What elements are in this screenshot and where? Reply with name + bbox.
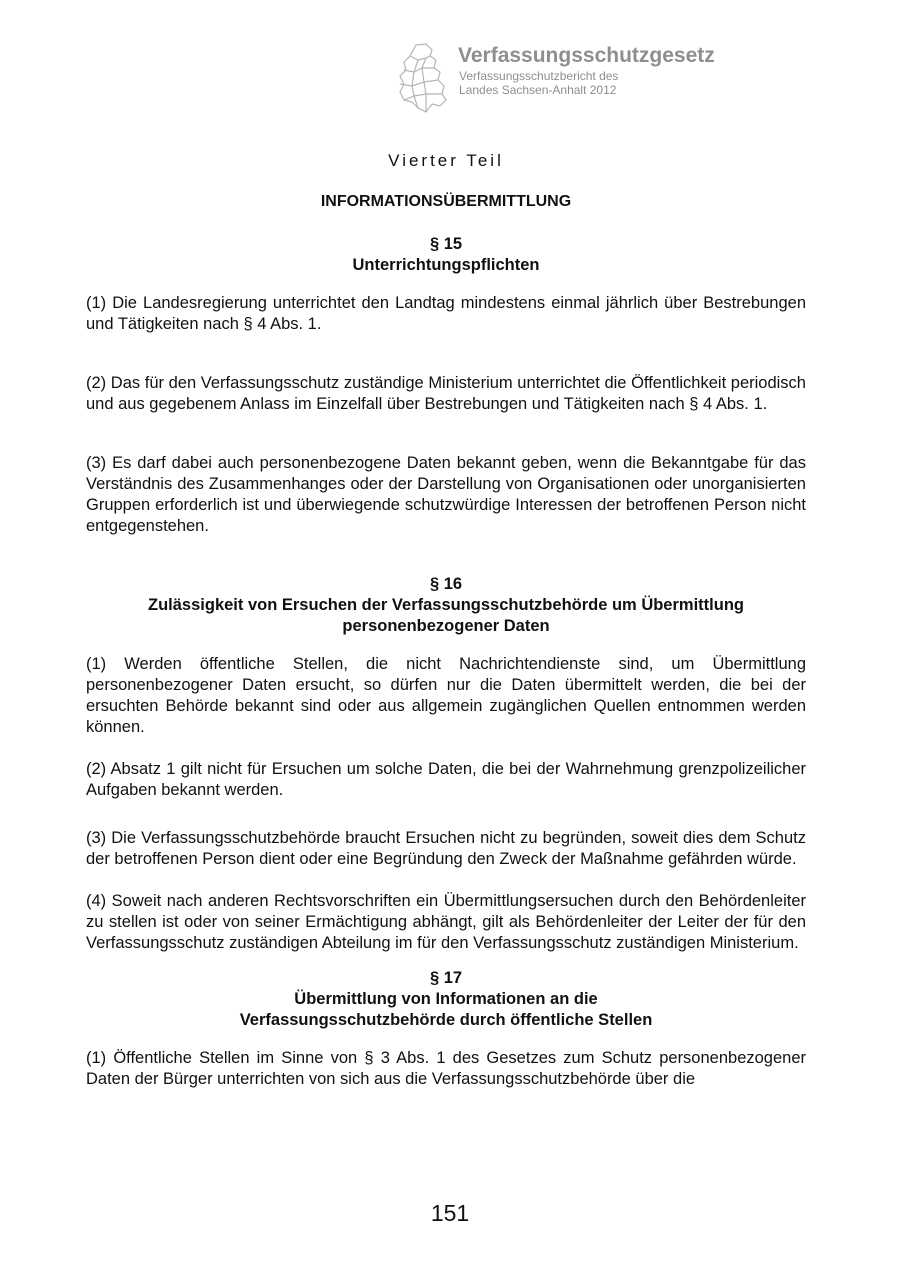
- header-subtitle-line2: Landes Sachsen-Anhalt 2012: [459, 83, 617, 97]
- section-number: § 16: [429, 575, 463, 593]
- paragraph: (2) Das für den Verfassungsschutz zuständige Ministerium unterrichtet die Öffentlichkeit periodisch und aus gegebenem Anlass im Einzelfall über Bestrebungen und Tätigkeiten nach § 4 Abs. 1.: [86, 374, 806, 413]
- part-title: Vierter Teil: [388, 151, 504, 170]
- section-title-line1: Übermittlung von Informationen an die: [294, 990, 598, 1008]
- sachsen-anhalt-map-icon: [396, 42, 454, 114]
- paragraph: (1) Öffentliche Stellen im Sinne von § 3 Abs. 1 des Gesetzes zum Schutz personenbezogener Daten der Bürger unterrichten von sich aus die Verfassungsschutzbehörde über die: [86, 1049, 806, 1088]
- page-header: [396, 42, 856, 116]
- section-16: [86, 574, 806, 954]
- page-number: 151: [430, 1200, 470, 1226]
- section-number: § 15: [429, 235, 463, 253]
- document-body: [86, 150, 806, 1090]
- header-subtitle-line1: Verfassungsschutzbericht des: [459, 69, 619, 83]
- header-title: Verfassungsschutzgesetz: [458, 44, 715, 67]
- section-15: [86, 234, 806, 537]
- section-title: Unterrichtungspflichten: [352, 256, 540, 274]
- paragraph: (2) Absatz 1 gilt nicht für Ersuchen um solche Daten, die bei der Wahrnehmung grenzpolizeilicher Aufgaben bekannt werden.: [86, 760, 806, 799]
- section-number: § 17: [429, 969, 463, 987]
- paragraph: (1) Werden öffentliche Stellen, die nicht Nachrichtendienste sind, um Übermittlung personenbezogener Daten ersucht, so dürfen nur die Daten übermittelt werden, die bei der ersuchten Behörde bekannt sind oder aus allgemein zugänglichen Quellen entnommen werden können.: [86, 655, 806, 736]
- paragraph: (3) Die Verfassungsschutzbehörde braucht Ersuchen nicht zu begründen, soweit dies dem Schutz der betroffenen Person dient oder eine Begründung den Zweck der Maßnahme gefährden würde.: [86, 829, 806, 868]
- paragraph: (1) Die Landesregierung unterrichtet den Landtag mindestens einmal jährlich über Bestrebungen und Tätigkeiten nach § 4 Abs. 1.: [86, 294, 806, 333]
- paragraph: (3) Es darf dabei auch personenbezogene Daten bekannt geben, wenn die Bekanntgabe für das Verständnis des Zusammenhanges oder der Darstellung von Organisationen oder unorganisierten Gruppen erforderlich ist und überwiegende schutzwürdige Interessen der betroffenen Person nicht entgegenstehen.: [86, 454, 806, 535]
- section-title: Zulässigkeit von Ersuchen der Verfassungsschutzbehörde um Übermittlung personenbezogener Daten: [148, 596, 744, 635]
- section-17: [86, 968, 806, 1090]
- section-title-line2: Verfassungsschutzbehörde durch öffentliche Stellen: [239, 1011, 653, 1029]
- paragraph: (4) Soweit nach anderen Rechtsvorschriften ein Übermittlungsersuchen durch den Behördenleiter zu stellen ist oder von seiner Ermächtigung abhängt, gilt als Behördenleiter der Leiter der für den Verfassungsschutz zuständigen Abteilung im für den Verfassungsschutz zuständigen Ministerium.: [86, 892, 806, 952]
- chapter-title: INFORMATIONSÜBERMITTLUNG: [320, 193, 572, 210]
